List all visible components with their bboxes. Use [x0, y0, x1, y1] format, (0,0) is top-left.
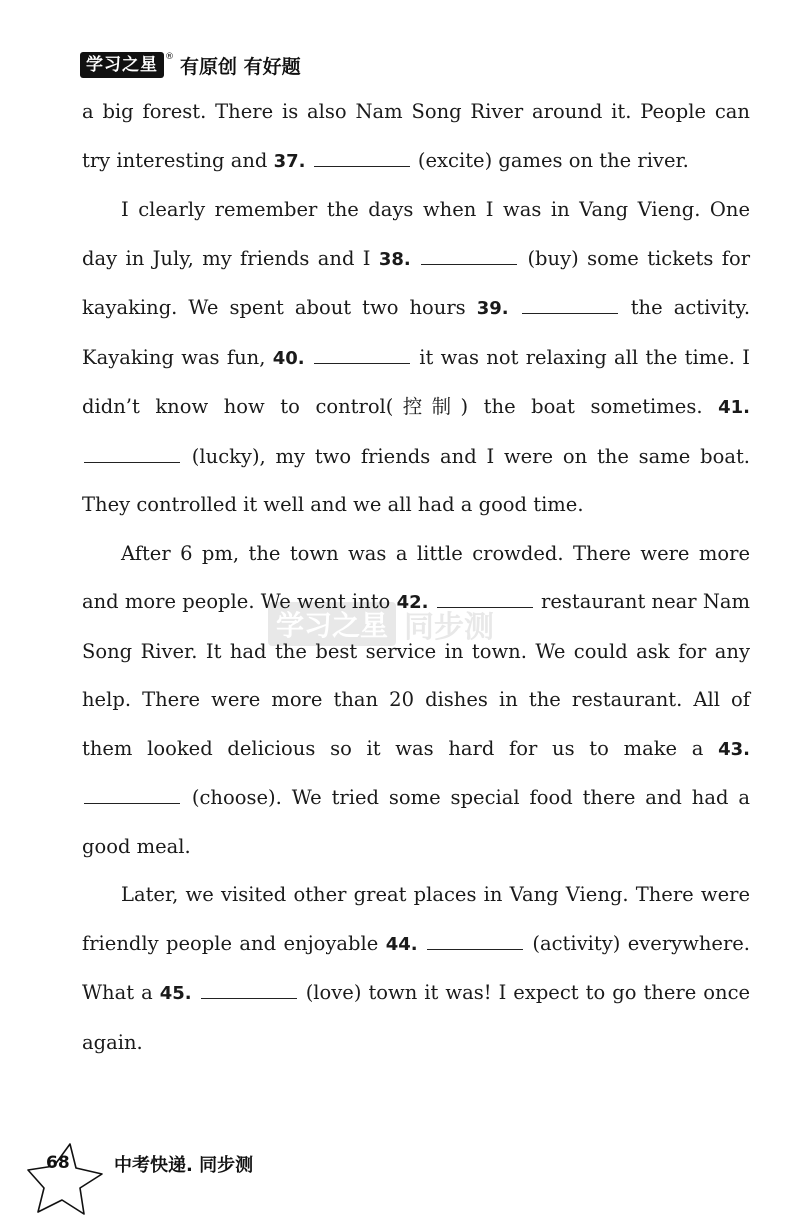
text: Later, we visited other great places in Vang Vieng. There were friendly people and enjoyable: [82, 883, 750, 955]
text: a big forest. There is also Nam Song River around it. People can try interesting and: [82, 100, 750, 172]
answer-blank-38[interactable]: [421, 244, 517, 265]
text: (lucky), my two friends and I were on the same boat. They controlled it well and we all had a good time.: [82, 444, 750, 516]
text: After 6 pm, the town was a little crowded. There were more and more people. We went into: [82, 541, 750, 613]
answer-blank-45[interactable]: [201, 978, 297, 999]
question-number-38: 38.: [378, 248, 411, 270]
page-footer: [18, 1140, 318, 1220]
text: it was not relaxing all the time. I didn’t know how to control(控制) the boat sometimes.: [82, 345, 750, 418]
question-number-42: 42.: [396, 592, 429, 613]
page-number: 68: [46, 1153, 70, 1173]
paragraph-2: [82, 186, 750, 530]
text: (love) town it was! I expect to go there once again.: [82, 981, 751, 1054]
paragraph-1: [82, 88, 750, 186]
text: (choose). We tried some special food there and had a good meal.: [82, 786, 750, 858]
text: I clearly remember the days when I was in Vang Vieng. One day in July, my friends and I: [82, 198, 750, 270]
text: (buy) some tickets for kayaking. We spent about two hours: [82, 246, 751, 319]
page-header: [80, 50, 301, 80]
answer-blank-39[interactable]: [522, 293, 618, 314]
answer-blank-37[interactable]: [314, 146, 410, 167]
paragraph-4: [82, 871, 750, 1067]
answer-blank-44[interactable]: [427, 929, 523, 950]
question-number-44: 44.: [385, 933, 418, 955]
paragraph-3: [82, 530, 750, 872]
publisher-logo: 学习之星: [80, 52, 164, 78]
text: restaurant near Nam Song River. It had the best service in town. We could ask for any help. There were more than 20 dishes in the restaurant. All of them looked delicious so it was hard for us to make a: [82, 590, 751, 760]
text: (activity) everywhere. What a: [82, 931, 751, 1004]
star-outline-icon: [18, 1140, 128, 1220]
question-number-40: 40.: [272, 347, 305, 369]
answer-blank-43[interactable]: [84, 783, 180, 804]
question-number-43: 43.: [718, 738, 750, 760]
watermark-logo: 学习之星: [268, 602, 396, 646]
answer-blank-40[interactable]: [314, 343, 410, 364]
cloze-passage: [82, 88, 750, 1067]
question-number-41: 41.: [718, 397, 750, 418]
registered-mark: ®: [165, 52, 174, 62]
header-slogan: 有原创 有好题: [180, 55, 301, 78]
question-number-39: 39.: [476, 298, 509, 319]
answer-blank-41[interactable]: [84, 442, 180, 463]
text: the activity. Kayaking was fun,: [82, 296, 751, 369]
question-number-37: 37.: [273, 150, 306, 172]
footer-title: 中考快递. 同步测: [114, 1155, 254, 1176]
question-number-45: 45.: [159, 983, 192, 1004]
answer-blank-42[interactable]: [437, 587, 533, 608]
text: (excite) games on the river.: [417, 148, 689, 172]
watermark-text: 同步测: [404, 610, 495, 645]
